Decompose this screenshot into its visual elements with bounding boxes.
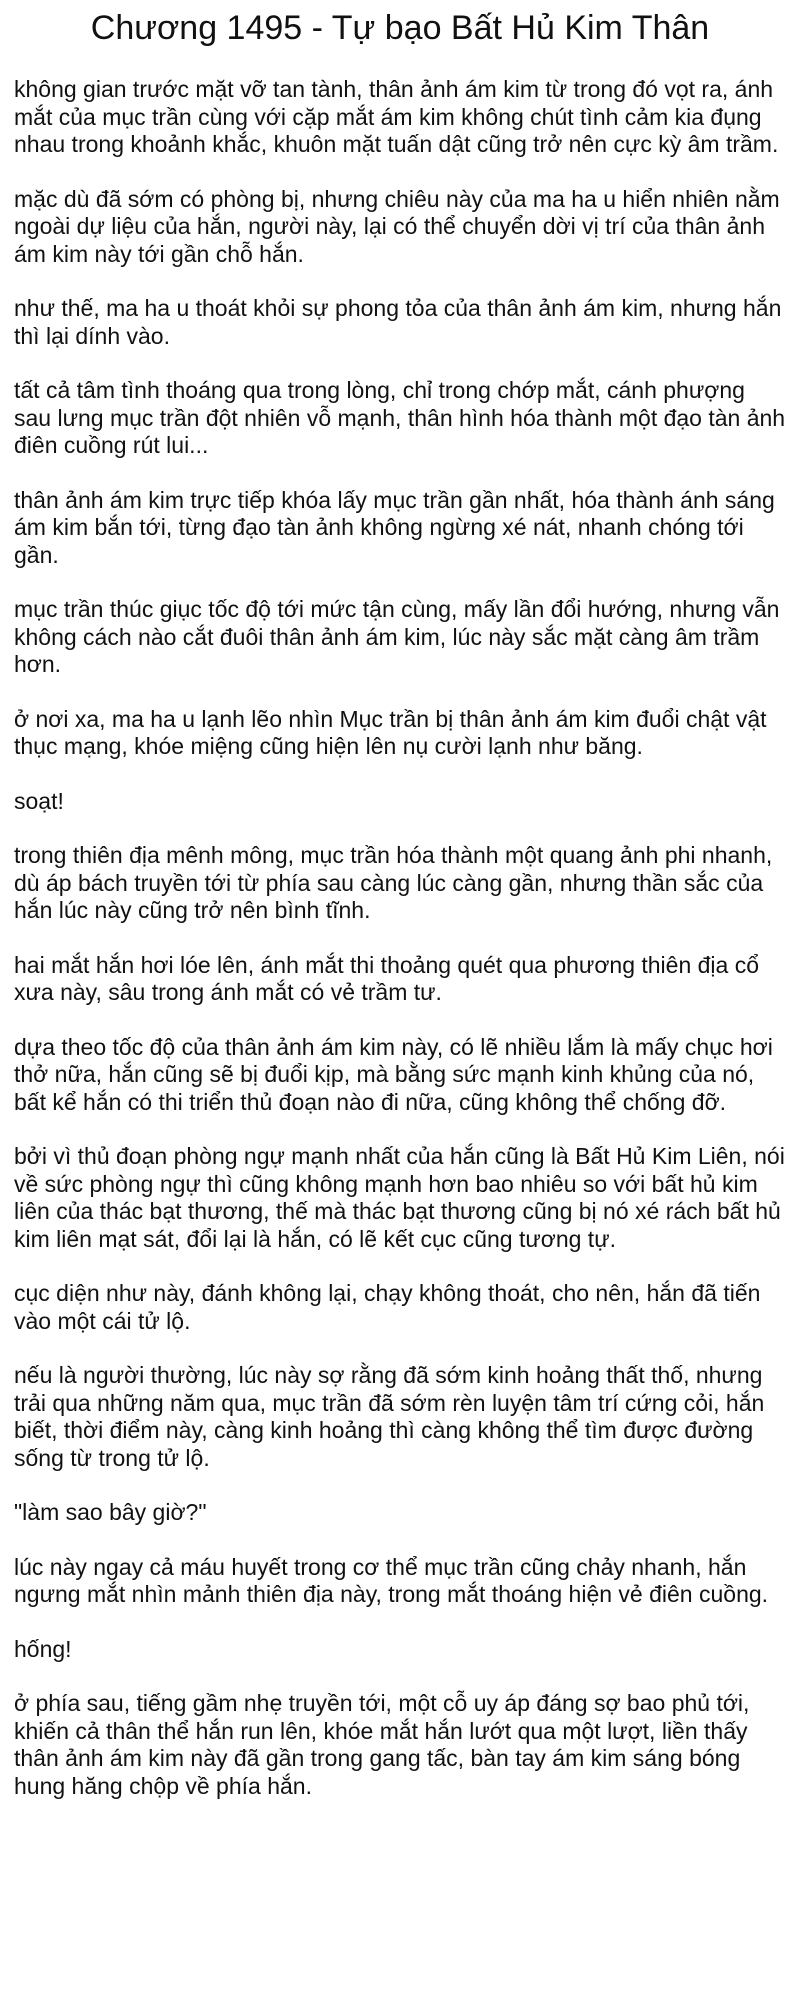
paragraph: ở phía sau, tiếng gầm nhẹ truyền tới, một cỗ uy áp đáng sợ bao phủ tới, khiến cả thân thể hắn run lên, khóe mắt hắn lướt qua một lượt, liền thấy thân ảnh ám kim này đã gần trong gang tấc, bàn tay ám kim sáng bóng hung hăng chộp về phía hắn. <box>14 1690 750 1799</box>
paragraph: mục trần thúc giục tốc độ tới mức tận cùng, mấy lần đổi hướng, nhưng vẫn không cách nào cắt đuôi thân ảnh ám kim, lúc này sắc mặt càng âm trầm hơn. <box>14 596 780 677</box>
paragraph: lúc này ngay cả máu huyết trong cơ thể mục trần cũng chảy nhanh, hắn ngưng mắt nhìn mảnh thiên địa này, trong mắt thoáng hiện vẻ điên cuồng. <box>14 1553 769 1607</box>
paragraph: bởi vì thủ đoạn phòng ngự mạnh nhất của hắn cũng là Bất Hủ Kim Liên, nói về sức phòng ngự thì cũng không mạnh hơn bao nhiêu so với bất hủ kim liên của thác bạt thương, thế mà thác bạt thương cũng bị nó xé rách bất hủ kim liên mạt sát, đổi lại là hắn, có lẽ kết cục cũng tương tự. <box>14 1143 785 1252</box>
paragraph: dựa theo tốc độ của thân ảnh ám kim này, có lẽ nhiều lắm là mấy chục hơi thở nữa, hắn cũng sẽ bị đuổi kịp, mà bằng sức mạnh kinh khủng của nó, bất kể hắn có thi triển thủ đoạn nào đi nữa, cũng không thể chống đỡ. <box>14 1033 773 1115</box>
paragraph: soạt! <box>14 787 64 814</box>
paragraph: mặc dù đã sớm có phòng bị, nhưng chiêu này của ma ha u hiển nhiên nằm ngoài dự liệu của hắn, người này, lại có thể chuyển dời vị trí của thân ảnh ám kim này tới gần chỗ hắn. <box>14 185 780 267</box>
paragraph: như thế, ma ha u thoát khỏi sự phong tỏa của thân ảnh ám kim, nhưng hắn thì lại dính vào. <box>14 295 782 349</box>
paragraph: không gian trước mặt vỡ tan tành, thân ảnh ám kim từ trong đó vọt ra, ánh mắt của mục trần cùng với cặp mắt ám kim không chút tình cảm kia đụng nhau trong khoảnh khắc, khuôn mặt tuấn dật cũng trở nên cực kỳ âm trầm. <box>14 76 779 157</box>
chapter-title: Chương 1495 - Tự bạo Bất Hủ Kim Thân <box>90 9 710 47</box>
paragraph: ở nơi xa, ma ha u lạnh lẽo nhìn Mục trần bị thân ảnh ám kim đuổi chật vật thục mạng, khóe miệng cũng hiện lên nụ cười lạnh như băng. <box>14 705 767 759</box>
paragraph: nếu là người thường, lúc này sợ rằng đã sớm kinh hoảng thất thố, nhưng trải qua những năm qua, mục trần đã sớm rèn luyện tâm trí cứng cỏi, hắn biết, thời điểm này, càng kinh hoảng thì càng không thể tìm được đường sống từ trong tử lộ. <box>14 1362 765 1471</box>
chapter-body <box>14 76 786 1800</box>
paragraph: tất cả tâm tình thoáng qua trong lòng, chỉ trong chớp mắt, cánh phượng sau lưng mục trần đột nhiên vỗ mạnh, thân hình hóa thành một đạo tàn ảnh điên cuồng rút lui... <box>14 377 786 458</box>
paragraph: thân ảnh ám kim trực tiếp khóa lấy mục trần gần nhất, hóa thành ánh sáng ám kim bắn tới, từng đạo tàn ảnh không ngừng xé nát, nhanh chóng tới gần. <box>14 486 775 568</box>
paragraph: hai mắt hắn hơi lóe lên, ánh mắt thi thoảng quét qua phương thiên địa cổ xưa này, sâu trong ánh mắt có vẻ trầm tư. <box>14 951 760 1005</box>
paragraph: cục diện như này, đánh không lại, chạy không thoát, cho nên, hắn đã tiến vào một cái tử lộ. <box>14 1280 761 1334</box>
paragraph: hống! <box>14 1635 72 1662</box>
paragraph: trong thiên địa mênh mông, mục trần hóa thành một quang ảnh phi nhanh, dù áp bách truyền tới từ phía sau càng lúc càng gần, nhưng thần sắc của hắn lúc này cũng trở nên bình tĩnh. <box>14 842 773 923</box>
paragraph: "làm sao bây giờ?" <box>14 1499 207 1525</box>
